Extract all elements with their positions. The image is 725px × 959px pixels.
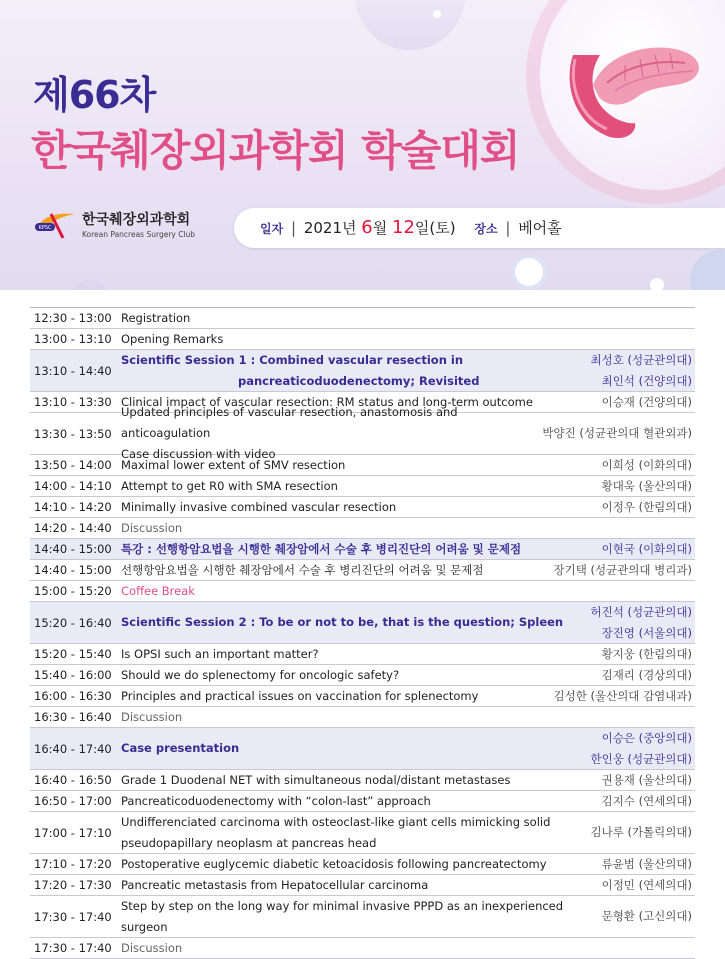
agenda-time: 16:30 - 16:40 bbox=[34, 710, 112, 724]
agenda-title-line: Discussion bbox=[121, 709, 183, 724]
agenda-speaker bbox=[602, 791, 695, 812]
agenda-time: 15:40 - 16:00 bbox=[34, 668, 112, 682]
event-number-title: 제66차 bbox=[33, 73, 156, 117]
agenda-title bbox=[120, 497, 602, 518]
agenda-speaker bbox=[602, 497, 695, 518]
speaker-name: 김지수 (연세의대) bbox=[601, 793, 692, 808]
agenda-title-line: Should we do splenectomy for oncologic safety? bbox=[121, 667, 400, 682]
agenda-time: 14:20 - 14:40 bbox=[34, 521, 112, 535]
speaker-name: 황지웅 (한림의대) bbox=[601, 646, 692, 661]
agenda-time: 16:50 - 17:00 bbox=[34, 794, 112, 808]
agenda-speaker bbox=[602, 476, 695, 497]
agenda-title bbox=[120, 329, 692, 350]
agenda-title-line: Case discussion with video bbox=[121, 447, 276, 461]
agenda-time: 14:00 - 14:10 bbox=[34, 479, 112, 493]
speaker-name: 박양진 (성균관의대 혈관외과) bbox=[542, 426, 692, 440]
decor-circle bbox=[355, 0, 465, 50]
agenda-session-row bbox=[30, 602, 695, 644]
date-day: 12 bbox=[392, 217, 415, 238]
agenda-row bbox=[30, 854, 695, 875]
agenda-title bbox=[120, 791, 602, 812]
agenda-time: 14:40 - 15:00 bbox=[34, 563, 112, 577]
org-name-english: Korean Pancreas Surgery Club bbox=[82, 230, 196, 239]
agenda-speaker bbox=[602, 770, 695, 791]
agenda-title-line: pseudopapillary neoplasm at pancreas head bbox=[121, 835, 377, 850]
speaker-name: 이정우 (한림의대) bbox=[601, 499, 692, 514]
agenda-title-line: Attempt to get R0 with SMA resection bbox=[121, 478, 338, 493]
date-venue-bar bbox=[234, 208, 725, 248]
agenda-title bbox=[120, 476, 602, 497]
agenda-row bbox=[30, 497, 695, 518]
agenda-title bbox=[120, 560, 554, 581]
agenda-speaker bbox=[591, 602, 696, 644]
speaker-name: 장기택 (성균관의대 병리과) bbox=[553, 562, 692, 577]
agenda-time: 15:20 - 16:40 bbox=[34, 615, 112, 630]
agenda-speaker bbox=[602, 875, 695, 896]
speaker-name: 이승재 (건양의대) bbox=[601, 394, 692, 409]
agenda-time: 16:00 - 16:30 bbox=[34, 689, 112, 703]
agenda-title bbox=[120, 665, 602, 686]
agenda-speaker bbox=[602, 854, 695, 875]
agenda-time: 13:00 - 13:10 bbox=[34, 332, 112, 346]
speaker-name: 류윤범 (울산의대) bbox=[601, 856, 692, 871]
agenda-title bbox=[120, 938, 692, 959]
agenda-title bbox=[120, 854, 602, 875]
agenda-time: 13:30 - 13:50 bbox=[34, 426, 112, 441]
agenda-title-line: Discussion bbox=[121, 940, 183, 955]
agenda-table bbox=[30, 307, 695, 959]
agenda-title-line: surgeon bbox=[121, 919, 168, 934]
agenda-title-line: Minimally invasive combined vascular resection bbox=[121, 499, 397, 514]
decor-circle bbox=[515, 258, 543, 286]
agenda-session-row bbox=[30, 728, 695, 770]
org-name-korean: 한국췌장외과학회 bbox=[82, 212, 191, 228]
event-title: 한국췌장외과학회 학술대회 bbox=[31, 126, 520, 175]
agenda-row bbox=[30, 665, 695, 686]
agenda-time: 13:10 - 13:30 bbox=[34, 395, 112, 409]
speaker-name: 이희성 (이화의대) bbox=[601, 457, 692, 472]
agenda-row bbox=[30, 812, 695, 854]
agenda-row bbox=[30, 770, 695, 791]
agenda-row bbox=[30, 581, 695, 602]
agenda-title bbox=[120, 896, 602, 938]
agenda-title-line: pancreaticoduodenectomy; Revisited bbox=[238, 373, 480, 388]
agenda-title-line: Grade 1 Duodenal NET with simultaneous nodal/distant metastases bbox=[121, 772, 511, 787]
agenda-speaker bbox=[591, 822, 696, 843]
kpsc-logo-icon bbox=[33, 208, 79, 242]
poster-header bbox=[0, 0, 725, 290]
agenda-time: 13:50 - 14:00 bbox=[34, 458, 112, 472]
agenda-time: 17:20 - 17:30 bbox=[34, 878, 112, 892]
decor-circle bbox=[690, 250, 725, 290]
decor-circle bbox=[650, 278, 664, 290]
agenda-time: 17:30 - 17:40 bbox=[34, 909, 112, 924]
agenda-title bbox=[120, 455, 602, 476]
agenda-speaker bbox=[542, 423, 695, 444]
agenda-time: 17:00 - 17:10 bbox=[34, 825, 112, 840]
agenda-title bbox=[120, 308, 692, 329]
agenda-title-line: Postoperative euglycemic diabetic ketoacidosis following pancreatectomy bbox=[121, 856, 547, 871]
date-month: 6 bbox=[361, 217, 373, 238]
agenda-title bbox=[120, 738, 591, 759]
pancreas-illustration-icon bbox=[555, 25, 715, 155]
separator: | bbox=[505, 219, 511, 237]
agenda-time: 16:40 - 17:40 bbox=[34, 741, 112, 756]
agenda-row bbox=[30, 518, 695, 539]
agenda-time: 14:40 - 15:00 bbox=[34, 542, 112, 556]
agenda-time: 17:10 - 17:20 bbox=[34, 857, 112, 871]
date-month-unit: 월 bbox=[372, 219, 388, 237]
agenda-row bbox=[30, 560, 695, 581]
agenda-title-line: Pancreaticoduodenectomy with “colon-last” approach bbox=[121, 793, 431, 808]
agenda-title bbox=[120, 612, 591, 633]
speaker-name: 김나루 (가톨릭의대) bbox=[590, 825, 692, 839]
speaker-name: 허진석 (성균관의대) bbox=[590, 604, 692, 619]
agenda-title-line: Maximal lower extent of SMV resection bbox=[121, 457, 346, 472]
speaker-name: 한인웅 (성균관의대) bbox=[590, 751, 692, 766]
agenda-row bbox=[30, 329, 695, 350]
agenda-title-line: Registration bbox=[121, 310, 191, 325]
agenda-title-line: Step by step on the long way for minimal invasive PPPD as an inexperienced bbox=[121, 898, 564, 913]
agenda-speaker bbox=[602, 665, 695, 686]
agenda-session-row bbox=[30, 539, 695, 560]
agenda-time: 14:10 - 14:20 bbox=[34, 500, 112, 514]
speaker-name: 이승은 (중앙의대) bbox=[601, 730, 692, 745]
decor-circle bbox=[70, 280, 110, 290]
agenda-time: 15:00 - 15:20 bbox=[34, 584, 112, 598]
speaker-name: 문형환 (고신의대) bbox=[601, 909, 692, 923]
agenda-speaker bbox=[602, 539, 695, 560]
agenda-row bbox=[30, 644, 695, 665]
decor-circle bbox=[433, 10, 441, 18]
agenda-time: 12:30 - 13:00 bbox=[34, 311, 112, 325]
agenda-row bbox=[30, 476, 695, 497]
agenda-title bbox=[120, 875, 602, 896]
agenda-speaker bbox=[602, 906, 695, 927]
date-day-unit: 일(토) bbox=[414, 219, 456, 237]
agenda-time: 15:20 - 15:40 bbox=[34, 647, 112, 661]
agenda-title bbox=[120, 644, 602, 665]
agenda-title-line: Clinical impact of vascular resection: RM status and long-term outcome bbox=[121, 394, 533, 409]
agenda-title bbox=[120, 812, 591, 854]
agenda-title bbox=[120, 350, 591, 392]
speaker-name: 김성한 (울산의대 감염내과) bbox=[553, 688, 692, 703]
agenda-speaker bbox=[602, 392, 695, 413]
logo-text: KPSC bbox=[38, 225, 52, 231]
agenda-title-line: Scientific Session 1 : Combined vascular resection in bbox=[121, 352, 464, 367]
agenda-row bbox=[30, 707, 695, 728]
speaker-name: 김재리 (경상의대) bbox=[601, 667, 692, 682]
separator: | bbox=[290, 219, 297, 237]
agenda-title-line: 특강 : 선행항암요법을 시행한 췌장암에서 수술 후 병리진단의 어려움 및 문제점 bbox=[121, 541, 522, 556]
agenda-title-line: Opening Remarks bbox=[121, 331, 224, 346]
agenda-title-line: Coffee Break bbox=[121, 583, 195, 598]
speaker-name: 권용재 (울산의대) bbox=[601, 772, 692, 787]
agenda-title-line: 선행항암요법을 시행한 췌장암에서 수술 후 병리진단의 어려움 및 문제점 bbox=[121, 562, 484, 577]
agenda-time: 16:40 - 16:50 bbox=[34, 773, 112, 787]
agenda-title-line: Discussion bbox=[121, 520, 183, 535]
agenda-title-line: Undifferenciated carcinoma with osteoclast-like giant cells mimicking solid bbox=[121, 814, 551, 829]
agenda-title-line: Updated principles of vascular resection, anastomosis and anticoagulation bbox=[121, 405, 458, 440]
agenda-title-line: Is OPSI such an important matter? bbox=[121, 646, 319, 661]
agenda-row bbox=[30, 686, 695, 707]
speaker-name: 이현국 (이화의대) bbox=[601, 541, 692, 556]
agenda-title bbox=[120, 770, 602, 791]
agenda-speaker bbox=[602, 455, 695, 476]
speaker-name: 이정민 (연세의대) bbox=[601, 877, 692, 892]
agenda-speaker bbox=[591, 728, 696, 770]
venue-name: 베어홀 bbox=[518, 219, 562, 237]
date-year: 2021년 bbox=[303, 219, 357, 237]
agenda-time: 13:10 - 14:40 bbox=[34, 363, 112, 378]
agenda-row bbox=[30, 896, 695, 938]
agenda-session-row bbox=[30, 350, 695, 392]
date-label: 일자 bbox=[260, 222, 284, 236]
agenda-row bbox=[30, 405, 695, 461]
agenda-row bbox=[30, 791, 695, 812]
agenda-row bbox=[30, 875, 695, 896]
speaker-name: 최인석 (건양의대) bbox=[601, 373, 692, 388]
agenda-title bbox=[120, 518, 692, 539]
agenda-title bbox=[120, 707, 692, 728]
agenda-title-line: Scientific Session 2 : To be or not to be, that is the question; Spleen bbox=[121, 615, 564, 629]
agenda-title bbox=[120, 686, 554, 707]
speaker-name: 장진영 (서울의대) bbox=[601, 625, 692, 640]
agenda-speaker bbox=[602, 644, 695, 665]
speaker-name: 황대욱 (울산의대) bbox=[601, 478, 692, 493]
venue-label: 장소 bbox=[474, 222, 498, 236]
agenda-row bbox=[30, 308, 695, 329]
agenda-time: 17:30 - 17:40 bbox=[34, 941, 112, 955]
agenda-title bbox=[120, 581, 692, 602]
agenda-row bbox=[30, 938, 695, 959]
speaker-name: 최성호 (성균관의대) bbox=[590, 352, 692, 367]
agenda-speaker bbox=[591, 350, 696, 392]
agenda-row bbox=[30, 455, 695, 476]
agenda-speaker bbox=[554, 686, 695, 707]
agenda-speaker bbox=[554, 560, 695, 581]
agenda-title-line: Case presentation bbox=[121, 741, 240, 755]
agenda-title bbox=[120, 539, 602, 560]
agenda-title-line: Principles and practical issues on vaccination for splenectomy bbox=[121, 688, 479, 703]
agenda-title-line: Pancreatic metastasis from Hepatocellular carcinoma bbox=[121, 877, 429, 892]
